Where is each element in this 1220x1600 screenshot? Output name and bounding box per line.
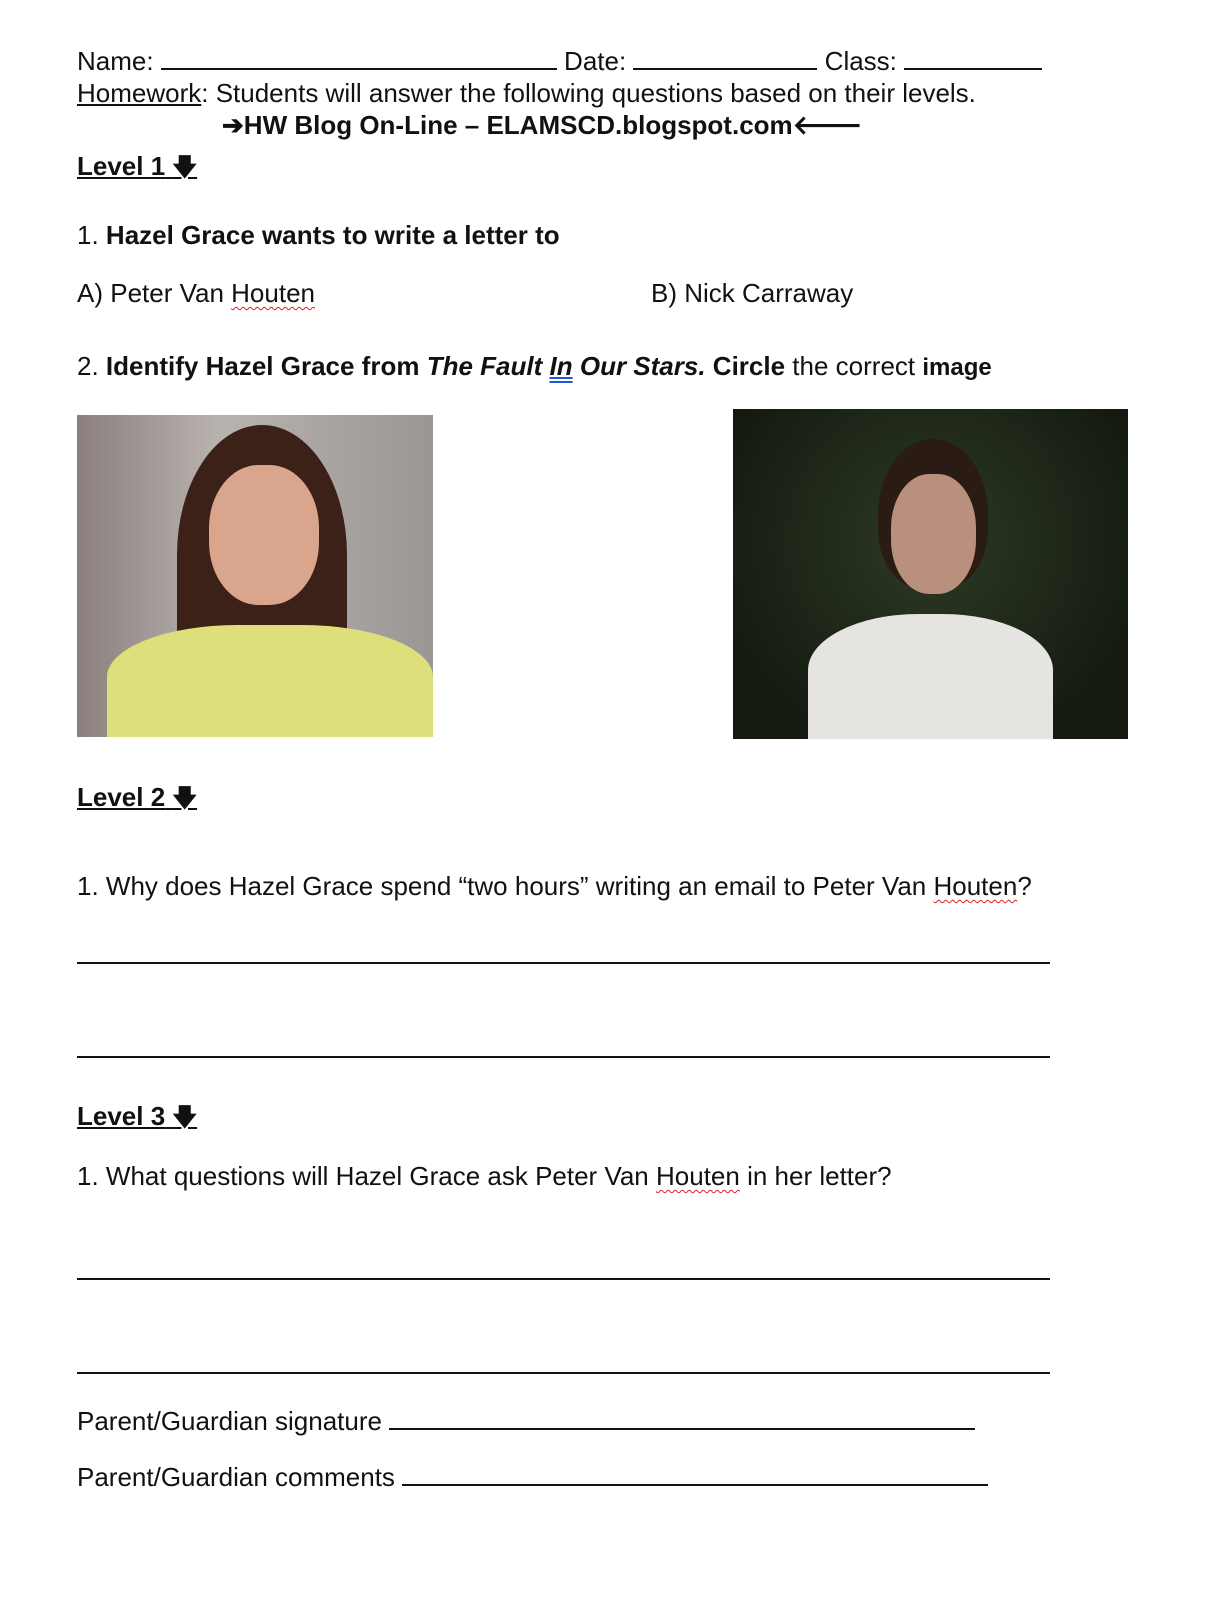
arrow-left-icon: 🡐 <box>792 110 863 140</box>
date-label: Date: <box>564 46 627 76</box>
option-a[interactable] <box>77 278 315 308</box>
q-number: 1. <box>77 220 99 250</box>
signature-label: Parent/Guardian signature <box>77 1406 382 1436</box>
q-text: Hazel Grace wants to write a letter to <box>105 220 560 250</box>
comments-field[interactable] <box>77 1462 988 1492</box>
q-text: 1. Why does Hazel Grace spend “two hours” writing an email to Peter Van <box>77 871 934 901</box>
level1-question-1 <box>77 220 560 250</box>
signature-field[interactable] <box>77 1406 975 1436</box>
q-end: ? <box>1017 871 1032 901</box>
comments-blank[interactable] <box>402 1462 988 1486</box>
book-title-part: The Fault <box>426 351 543 381</box>
level1-question-2 <box>77 351 992 383</box>
level3-question-1 <box>77 1161 892 1191</box>
q-word: Houten <box>656 1161 740 1191</box>
homework-instructions <box>77 78 976 108</box>
face-shape <box>209 465 319 605</box>
photo-option-right[interactable] <box>733 409 1128 739</box>
name-field[interactable] <box>77 46 1042 76</box>
level-3-label: Level 3 <box>77 1101 166 1131</box>
q-number: 2. <box>77 351 99 381</box>
blog-link[interactable]: HW Blog On-Line – ELAMSCD.blogspot.com <box>243 110 793 140</box>
book-title-in: In <box>549 351 573 381</box>
circle-word: Circle <box>712 351 786 381</box>
name-label: Name: <box>77 46 154 76</box>
book-title-part: Our Stars. <box>579 351 706 381</box>
option-a-text: A) Peter Van <box>77 278 232 308</box>
class-label: Class: <box>824 46 897 76</box>
blog-line <box>222 110 862 140</box>
dress-shape <box>107 625 433 737</box>
photo-option-left[interactable] <box>77 415 433 737</box>
arrow-down-icon: 🡇 <box>172 785 198 812</box>
q-end: in her letter? <box>739 1161 892 1191</box>
arrow-down-icon: 🡇 <box>172 154 198 181</box>
level-2-label: Level 2 <box>77 782 166 812</box>
image-word: image <box>922 354 992 381</box>
q-word: Houten <box>933 871 1018 901</box>
signature-blank[interactable] <box>389 1406 975 1430</box>
shirt-shape <box>808 614 1053 739</box>
arrow-down-icon: 🡇 <box>172 1104 198 1131</box>
homework-text: : Students will answer the following questions based on their levels. <box>201 78 976 108</box>
q-text: 1. What questions will Hazel Grace ask Peter Van <box>77 1161 656 1191</box>
answer-line[interactable] <box>77 962 1050 964</box>
option-b-text: B) Nick Carraway <box>651 278 854 308</box>
q-text: Identify Hazel Grace from <box>105 351 420 381</box>
date-blank[interactable] <box>633 46 817 70</box>
level-2-heading <box>77 782 197 814</box>
name-blank[interactable] <box>161 46 557 70</box>
face-shape <box>891 474 976 594</box>
option-a-word: Houten <box>231 278 315 308</box>
class-blank[interactable] <box>904 46 1042 70</box>
level-1-heading <box>77 151 197 183</box>
option-b[interactable] <box>651 278 853 308</box>
level2-question-1 <box>77 871 1032 901</box>
answer-line[interactable] <box>77 1372 1050 1374</box>
homework-label: Homework <box>77 78 202 108</box>
level-1-label: Level 1 <box>77 151 166 181</box>
comments-label: Parent/Guardian comments <box>77 1462 395 1492</box>
answer-line[interactable] <box>77 1056 1050 1058</box>
answer-line[interactable] <box>77 1278 1050 1280</box>
arrow-right-icon: ➔ <box>222 110 244 140</box>
q-text-rest: the correct <box>792 351 916 381</box>
level-3-heading <box>77 1101 197 1133</box>
